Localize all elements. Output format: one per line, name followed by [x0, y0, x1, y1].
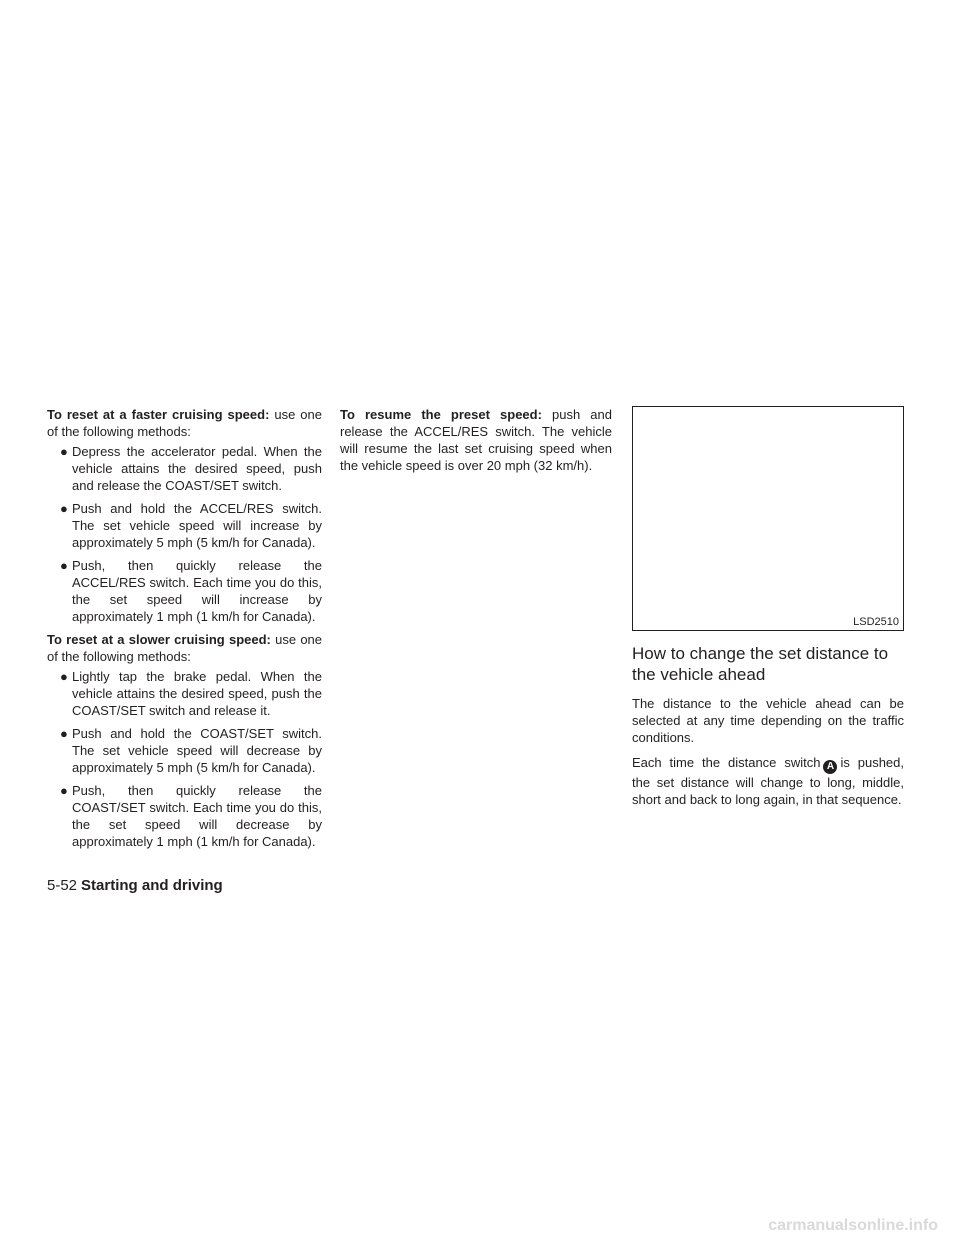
bullet-icon: ●: [60, 783, 68, 798]
faster-lead: To reset at a faster cruising speed:: [47, 407, 270, 422]
middle-column: [340, 406, 612, 474]
list-item: ● Push, then quickly release the COAST/SET switch. Each time you do this, the set speed will decrease by approximately 1 mph (1 km/h for Canada).: [60, 783, 322, 849]
distance-paragraph-1: The distance to the vehicle ahead can be selected at any time depending on the traffic conditions.: [632, 696, 904, 745]
page-number: 5-52: [47, 877, 78, 894]
list-item: ● Lightly tap the brake pedal. When the vehicle attains the desired speed, push the COAST/SET switch and release it.: [60, 669, 322, 718]
slower-bullet-list: [47, 668, 322, 850]
bullet-icon: ●: [60, 444, 68, 459]
right-column: [632, 406, 904, 808]
page-footer: [47, 876, 223, 895]
bullet-icon: ●: [60, 726, 68, 741]
chapter-title: Starting and driving: [81, 877, 223, 894]
list-item: ● Push, then quickly release the ACCEL/RES switch. Each time you do this, the set speed will increase by approximately 1 mph (1 km/h for Canada).: [60, 558, 322, 624]
distance-paragraph-2: Each time the distance switch A is pushed, the set distance will change to long, middle, short and back to long again, in that sequence.: [632, 755, 904, 807]
list-item: ● Push and hold the COAST/SET switch. The set vehicle speed will decrease by approximately 5 mph (5 km/h for Canada).: [60, 726, 322, 775]
marker-a-icon: A: [823, 760, 837, 774]
bullet-icon: ●: [60, 558, 68, 573]
resume-paragraph: [340, 406, 612, 474]
slower-lead: To reset at a slower cruising speed:: [47, 632, 271, 647]
faster-text: use one of the following methods:: [47, 407, 322, 439]
faster-intro: [47, 406, 322, 440]
resume-text: push and release the ACCEL/RES switch. The vehicle will resume the last set cruising speed when the vehicle speed is over 20 mph (32 km/h).: [340, 407, 612, 473]
list-item: ● Push and hold the ACCEL/RES switch. The set vehicle speed will increase by approximately 5 mph (5 km/h for Canada).: [60, 501, 322, 550]
section-heading: How to change the set distance to the vehicle ahead: [632, 644, 889, 684]
watermark: carmanualsonline.info: [768, 1217, 938, 1234]
figure-code: LSD2510: [853, 616, 899, 628]
bullet-icon: ●: [60, 669, 68, 684]
distance-switch-figure: [632, 406, 904, 631]
faster-bullet-list: [47, 443, 322, 625]
left-column: [47, 406, 322, 856]
slower-intro: [47, 631, 322, 665]
bullet-icon: ●: [60, 501, 68, 516]
list-item: ● Depress the accelerator pedal. When the vehicle attains the desired speed, push and release the COAST/SET switch.: [60, 444, 322, 493]
slower-text: use one of the following methods:: [47, 632, 323, 664]
resume-lead: To resume the preset speed:: [340, 407, 542, 422]
